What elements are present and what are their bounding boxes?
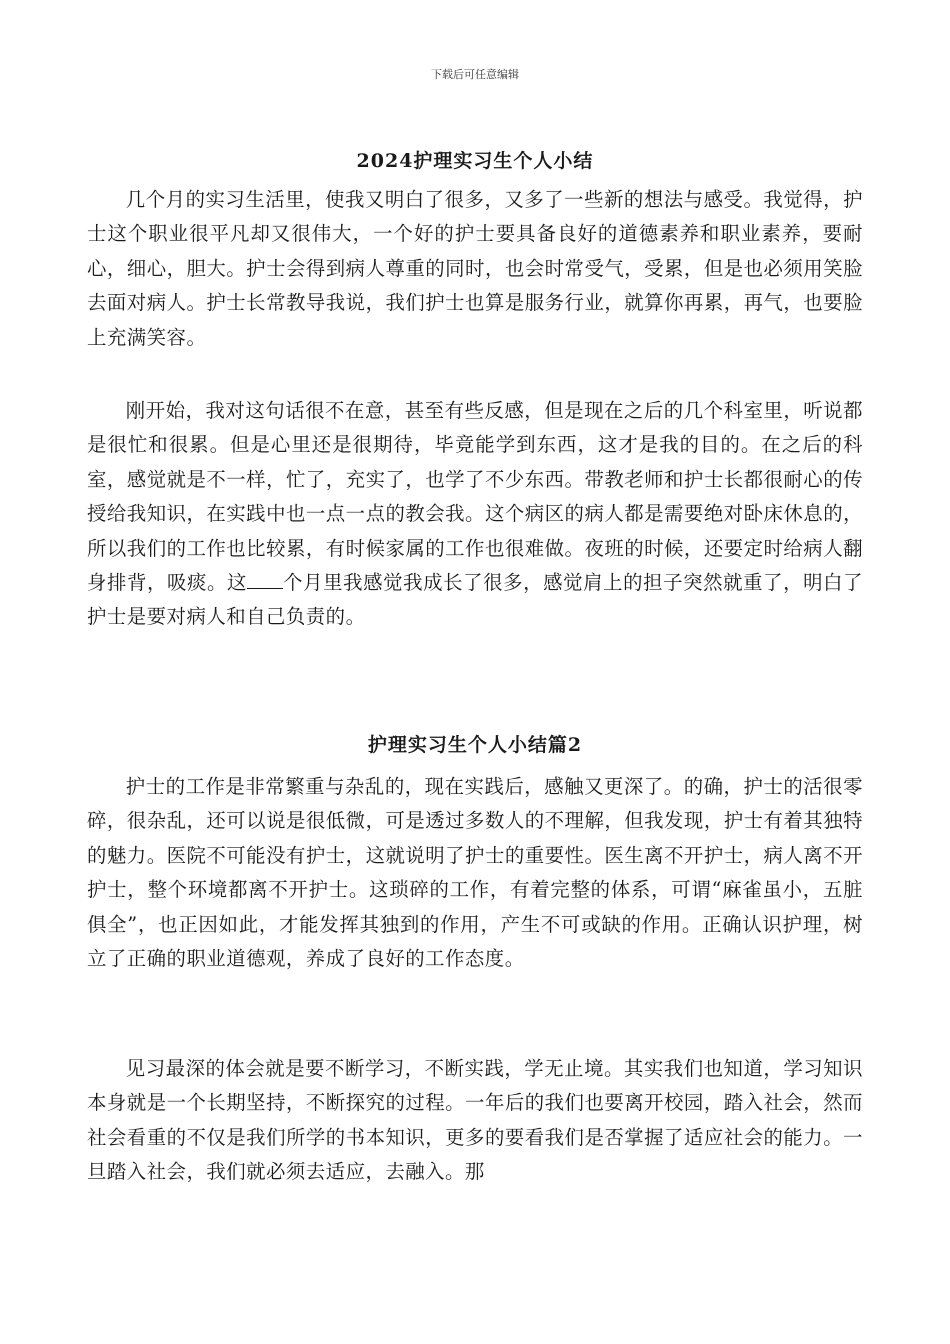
paragraph-3: 护士的工作是非常繁重与杂乱的，现在实践后，感触又更深了。的确，护士的活很零碎，很杂乱，还可以说是很低微，可是透过多数人的不理解，但我发现，护士有着其独特的魅力。医院不可能没有护士，这就说明了护士的重要性。医生离不开护士，病人离不开护士，整个环境都离不开护士。这琐碎的工作，有着完整的体系，可谓“麻雀虽小，五脏俱全”，也正因如此，才能发挥其独到的作用，产生不可或缺的作用。正确认识护理，树立了正确的职业道德观，养成了良好的工作态度。 — [87, 775, 863, 971]
paragraph-2 — [87, 394, 863, 635]
section-title: 护理实习生个人小结篇2 — [367, 734, 583, 756]
paragraph-1: 几个月的实习生活里，使我又明白了很多，又多了一些新的想法与感受。我觉得，护士这个职业很平凡却又很伟大，一个好的护士要具备良好的道德素养和职业素养，要耐心，细心，胆大。护士会得到病人尊重的同时，也会时常受气，受累，但是也必须用笑脸去面对病人。护士长常教导我说，我们护士也算是服务行业，就算你再累，再气，也要脸上充满笑容。 — [87, 188, 863, 349]
paragraph-2-text-a: 刚开始，我对这句话很不在意，甚至有些反感，但是现在之后的几个科室里，听说都是很忙和很累。但是心里还是很期待，毕竟能学到东西，这才是我的目的。在之后的科室，感觉就是不一样，忙了，充实了，也学了不少东西。带教老师和护士长都很耐心的传授给我知识，在实践中也一点一点的教会我。这个病区的病人都是需要绝对卧床休息的，所以我们的工作也比较累，有时候家属的工作也很难做。夜班的时候，还要定时给病人翻身排背，吸痰。这 — [87, 399, 863, 595]
paragraph-4: 见习最深的体会就是要不断学习，不断实践，学无止境。其实我们也知道，学习知识本身就是一个长期坚持，不断探究的过程。一年后的我们也要离开校园，踏入社会，然而社会看重的不仅是我们所学的书本知识，更多的要看我们是否掌握了适应社会的能力。一旦踏入社会，我们就必须去适应，去融入。那 — [87, 1057, 863, 1184]
page-header: 下载后可任意编辑 — [431, 68, 519, 81]
blank-underline — [247, 574, 283, 589]
document-title: 2024护理实习生个人小结 — [356, 150, 594, 172]
paragraph-2-text-b: 个月里我感觉我成长了很多，感觉肩上的担子突然就重了，明白了护士是要对病人和自己负责的。 — [87, 571, 863, 629]
